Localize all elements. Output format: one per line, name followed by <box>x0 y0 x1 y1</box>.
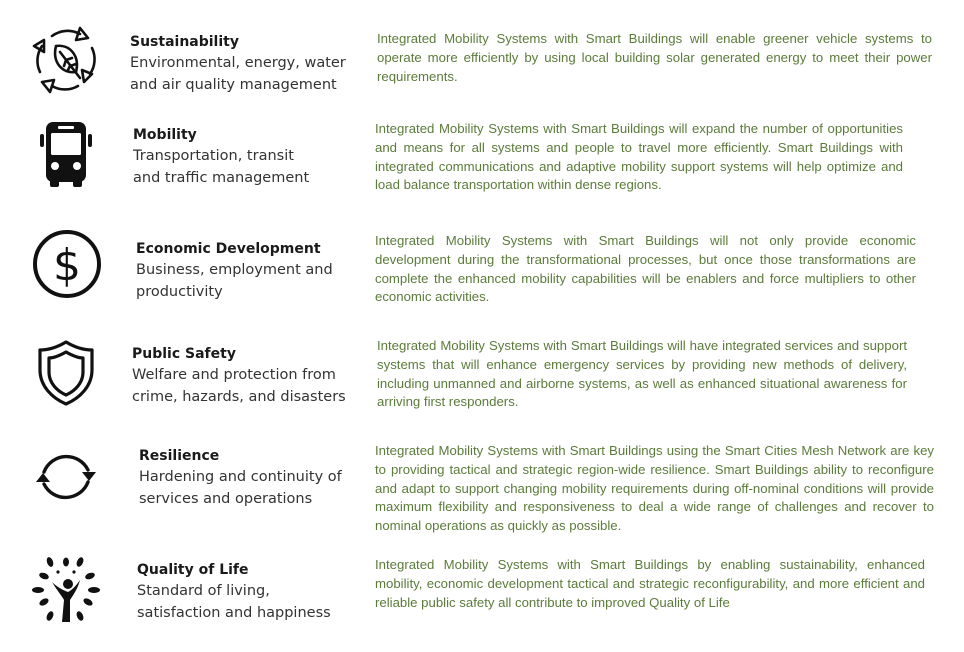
category-title: Quality of Life <box>137 562 249 578</box>
category-label <box>137 560 331 624</box>
category-title: Economic Development <box>136 241 321 257</box>
recycle-leaf-icon <box>30 24 102 96</box>
category-subtitle-line1: Environmental, energy, water <box>130 55 346 71</box>
category-subtitle-line2: and traffic management <box>133 170 310 186</box>
refresh-cycle-icon <box>30 440 102 512</box>
category-subtitle-line1: Standard of living, <box>137 583 270 599</box>
shield-icon <box>30 336 102 408</box>
category-subtitle-line2: productivity <box>136 284 223 300</box>
category-label <box>133 125 309 189</box>
category-subtitle-line2: crime, hazards, and disasters <box>132 389 346 405</box>
svg-text:$: $ <box>53 240 81 291</box>
category-subtitle-line2: and air quality management <box>130 77 337 93</box>
category-description: Integrated Mobility Systems with Smart Buildings will expand the number of opportunities and means for all systems and people to travel more efficiently. Smart Buildings with integrated communications and adaptive mobility support systems will help optimize and load balance transportation within dense regions. <box>375 121 903 193</box>
category-label <box>132 344 346 408</box>
bus-icon <box>30 118 102 190</box>
category-title: Resilience <box>139 448 220 464</box>
category-subtitle-line2: services and operations <box>139 491 313 507</box>
category-subtitle-line1: Transportation, transit <box>133 148 294 164</box>
category-title: Mobility <box>133 127 197 143</box>
category-subtitle-line2: satisfaction and happiness <box>137 605 331 621</box>
dollar-circle-icon <box>30 228 102 300</box>
category-subtitle-line1: Business, employment and <box>136 262 333 278</box>
category-description: Integrated Mobility Systems with Smart Buildings will have integrated services and support systems that will enhance emergency services by providing new methods of delivery, including unmanned and airborne systems, as well as enhanced situational awareness for arriving first responders. <box>377 338 907 410</box>
person-tree-icon <box>30 556 102 628</box>
category-subtitle-line1: Hardening and continuity of <box>139 469 342 485</box>
category-description: Integrated Mobility Systems with Smart Buildings will enable greener vehicle systems to operate more efficiently by using local building solar generated energy to meet their power requirements. <box>377 31 932 84</box>
category-label <box>139 446 342 510</box>
category-description: Integrated Mobility Systems with Smart Buildings using the Smart Cities Mesh Network are key to providing tactical and strategic region-wide resilience. Smart Buildings ability to reconfigure and adapt to support changing mobility requirements during off-nominal conditions will provide maximum flexibility and responsiveness to deal a wide range of challenges and recover to nominal operations as quickly as possible. <box>375 443 934 534</box>
category-description: Integrated Mobility Systems with Smart Buildings by enabling sustainability, enhanced mobility, economic development tactical and strategic reconfigurability, and more efficient and reliable public safety all contribute to improved Quality of Life <box>375 557 925 610</box>
category-label <box>136 239 333 303</box>
category-description: Integrated Mobility Systems with Smart Buildings will not only provide economic development during the transformational processes, but once those transformations are complete the enhanced mobility capabilities will be enablers and force multipliers to other economic activities. <box>375 233 916 305</box>
category-title: Public Safety <box>132 346 236 362</box>
category-subtitle-line1: Welfare and protection from <box>132 367 336 383</box>
category-title: Sustainability <box>130 34 239 50</box>
category-label <box>130 32 346 96</box>
